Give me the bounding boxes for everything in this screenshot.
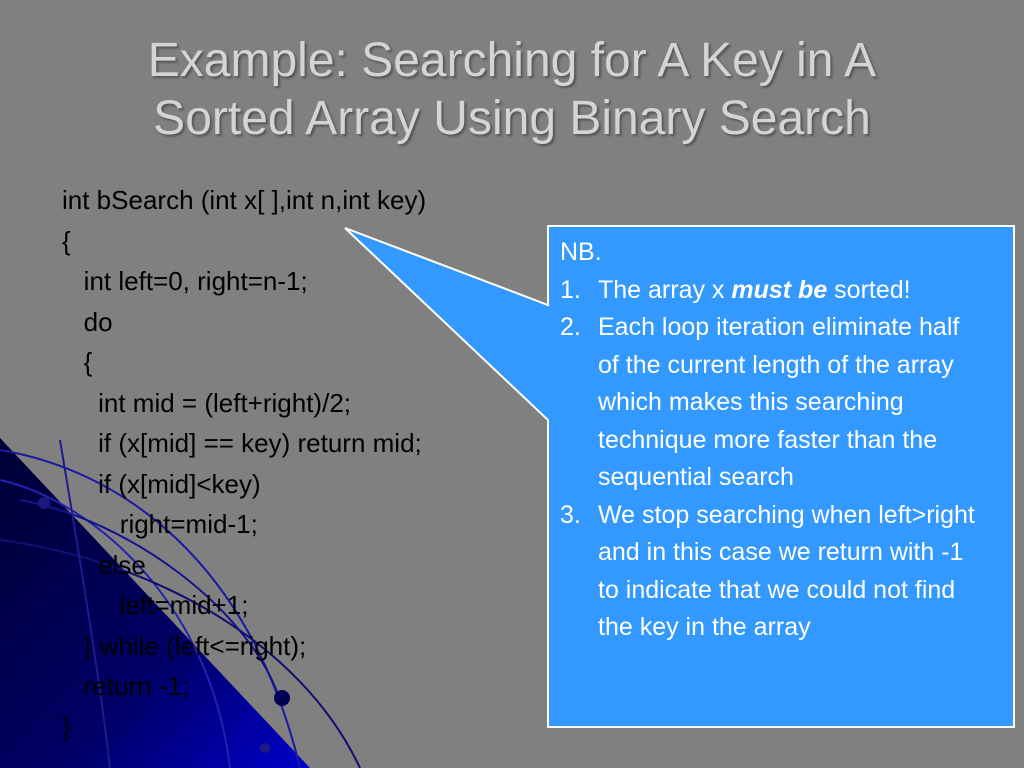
code-line: return -1; (62, 671, 190, 701)
note-item (560, 309, 982, 497)
code-line: { (62, 347, 93, 377)
note-item-number: 1. (560, 275, 581, 304)
code-line: { (62, 225, 71, 256)
note-item-emphasis: must be (731, 275, 828, 304)
code-line: } (62, 711, 71, 742)
note-heading: NB. (560, 238, 602, 266)
note-item-text: Each loop iteration eliminate half of the current length of the array which makes this searching technique more faster than the sequential search (598, 313, 960, 491)
code-line: else (62, 549, 146, 580)
note-item-number: 3. (560, 500, 581, 529)
note-item-number: 2. (560, 313, 581, 341)
note-item-text-before: The array x (598, 275, 732, 304)
code-line: do (62, 306, 113, 337)
code-line: int bSearch (int x[ ],int n,int key) (62, 185, 427, 215)
note-item (560, 497, 982, 647)
note-list (560, 272, 982, 647)
code-line: left=mid+1; (62, 590, 249, 620)
code-line: if (x[mid] == key) return mid; (62, 428, 422, 458)
code-line: int left=0, right=n-1; (62, 266, 308, 296)
note-item-text-after: sorted! (827, 275, 911, 304)
code-line: if (x[mid]<key) (62, 468, 261, 499)
note-item-text (598, 272, 982, 310)
code-block (62, 180, 426, 747)
title-line-2: Sorted Array Using Binary Search (153, 92, 871, 145)
note-item-text: We stop searching when left>right and in this case we return with -1 to indicate that we could not find the key in the array (598, 500, 975, 641)
callout-note (552, 228, 992, 720)
code-line: int mid = (left+right)/2; (62, 387, 351, 418)
code-line: } while (left<=right); (62, 630, 307, 661)
code-line: right=mid-1; (62, 509, 258, 539)
title-line-1: Example: Searching for A Key in A (147, 34, 877, 87)
note-item (560, 272, 982, 310)
